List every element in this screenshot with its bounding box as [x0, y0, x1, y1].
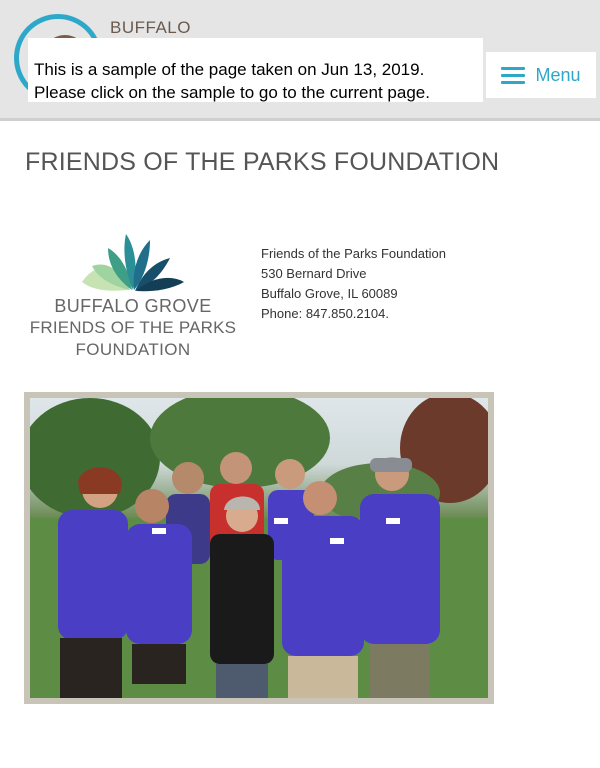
menu-button[interactable]	[486, 52, 596, 98]
hamburger-icon	[501, 67, 525, 83]
contact-city: Buffalo Grove, IL 60089	[261, 286, 398, 301]
contact-name: Friends of the Parks Foundation	[261, 246, 446, 261]
group-photo	[30, 398, 488, 698]
group-photo-frame	[24, 392, 494, 704]
archive-notice[interactable]	[28, 38, 483, 102]
lotus-leaves-icon	[78, 230, 188, 294]
contact-phone: Phone: 847.850.2104.	[261, 306, 389, 321]
logo-line-1: BUFFALO GROVE	[54, 296, 212, 316]
group-photo-illustration	[30, 398, 488, 698]
logo-line-2: FRIENDS OF THE PARKS	[29, 318, 237, 337]
contact-info	[261, 244, 446, 324]
notice-line-2: Please click on the sample to go to the current page.	[34, 83, 430, 102]
foundation-logo	[20, 228, 246, 362]
page-title: FRIENDS OF THE PARKS FOUNDATION	[25, 148, 500, 176]
notice-line-1: This is a sample of the page taken on Jun 13, 2019.	[34, 60, 425, 79]
contact-street: 530 Bernard Drive	[261, 266, 367, 281]
menu-label: Menu	[535, 64, 581, 85]
logo-line-3: FOUNDATION	[75, 340, 191, 359]
site-header	[0, 0, 600, 121]
brand-text: BUFFALO	[110, 18, 191, 37]
